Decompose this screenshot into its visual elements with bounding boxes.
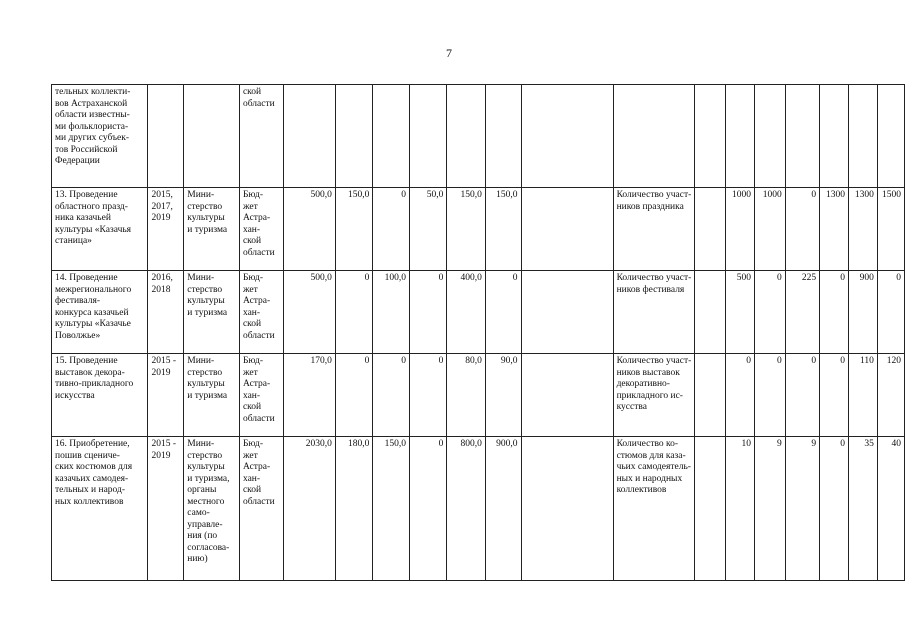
- funding-source-cell-line: жет: [242, 450, 258, 461]
- executor-cell-line: стерство: [187, 367, 223, 378]
- funding-source-cell-line: Астра-: [242, 379, 271, 389]
- indicator-cell-line: стюмов для каза-: [616, 450, 686, 461]
- funding-source-cell-line: Бюд-: [242, 190, 264, 200]
- event-name-cell: [52, 85, 148, 188]
- finance-value-cell: 150,0: [373, 437, 410, 581]
- executor-cell-line: культуры: [187, 462, 225, 472]
- indicator-value-cell: 9: [785, 437, 819, 581]
- executor-cell-line: ния (по: [187, 531, 218, 541]
- indicator-cell: [613, 354, 695, 437]
- event-name-cell-line: тельных коллекти-: [55, 87, 131, 97]
- event-name-cell-line: тивно-прикладного: [55, 379, 134, 389]
- indicator-cell-line: ников фестиваля: [616, 284, 685, 295]
- indicator-value-cell: 1000: [726, 188, 755, 271]
- indicator-value-cell: 225: [785, 271, 819, 354]
- blank-cell: [521, 437, 613, 581]
- funding-source-cell-line: хан-: [242, 307, 261, 318]
- executor-cell-line: и туризма: [187, 390, 228, 401]
- indicator-value-cell: 0: [785, 188, 819, 271]
- funding-source-cell-line: ской: [242, 402, 262, 412]
- executor-cell-line: стерство: [187, 284, 223, 295]
- event-name-cell-line: межрегионального: [55, 284, 132, 295]
- finance-value-cell: 0: [410, 437, 447, 581]
- funding-source-cell-line: области: [242, 330, 275, 341]
- indicator-cell-line: Количество участ-: [616, 273, 692, 283]
- table-row: [52, 271, 905, 354]
- blank-cell: [521, 188, 613, 271]
- indicator-cell-line: чьих самодеятель-: [616, 462, 691, 472]
- indicator-value-cell: [726, 85, 755, 188]
- finance-value-cell: 80,0: [447, 354, 486, 437]
- finance-value-cell: [283, 85, 335, 188]
- funding-source-cell-line: жет: [242, 201, 258, 212]
- years-cell: [148, 354, 184, 437]
- finance-value-cell: [410, 85, 447, 188]
- finance-value-cell: 0: [335, 271, 373, 354]
- event-name-cell-line: Поволжье»: [55, 330, 101, 341]
- funding-source-cell: [239, 271, 283, 354]
- event-name-cell-line: искусства: [55, 390, 95, 401]
- indicator-cell-line: прикладного ис-: [616, 390, 683, 401]
- years-cell-line: 2019: [151, 213, 171, 223]
- finance-value-cell: 180,0: [335, 437, 373, 581]
- funding-source-cell-line: области: [242, 247, 275, 258]
- executor-cell-line: нию): [187, 554, 208, 564]
- blank-cell: [521, 354, 613, 437]
- indicator-value-cell: 9: [755, 437, 786, 581]
- funding-source-cell-line: ской: [242, 236, 262, 246]
- indicator-cell-line: декоративно-: [616, 379, 670, 389]
- finance-value-cell: [447, 85, 486, 188]
- finance-value-cell: [373, 85, 410, 188]
- finance-value-cell: 2030,0: [283, 437, 335, 581]
- years-cell-line: 2018: [151, 284, 171, 295]
- executor-cell-line: само-: [187, 508, 210, 518]
- event-name-cell-line: тов Российской: [55, 144, 118, 155]
- executor-cell-line: Мини-: [187, 190, 215, 200]
- blank-cell: [521, 271, 613, 354]
- funding-source-cell-line: хан-: [242, 473, 261, 484]
- years-cell-line: 2019: [151, 450, 171, 461]
- funding-source-cell: [239, 354, 283, 437]
- funding-source-cell-line: Бюд-: [242, 273, 264, 283]
- executor-cell-line: культуры: [187, 379, 225, 389]
- funding-source-cell: [239, 437, 283, 581]
- event-name-cell-line: ми других субъек-: [55, 133, 130, 143]
- blank-cell: [695, 85, 726, 188]
- executor-cell: [184, 437, 240, 581]
- indicator-cell-line: ников праздника: [616, 201, 684, 212]
- executor-cell-line: управле-: [187, 519, 223, 530]
- indicator-value-cell: [785, 85, 819, 188]
- years-cell-line: 2015,: [151, 190, 173, 200]
- table-row: [52, 188, 905, 271]
- indicator-cell-line: кусства: [616, 402, 647, 412]
- funding-source-cell: [239, 85, 283, 188]
- event-name-cell-line: культуры «Казачья: [55, 224, 132, 235]
- indicator-cell-line: Количество участ-: [616, 190, 692, 200]
- years-cell: [148, 188, 184, 271]
- event-name-cell-line: области известны-: [55, 110, 130, 120]
- event-name-cell-line: ника казачьей: [55, 213, 111, 223]
- executor-cell: [184, 188, 240, 271]
- table-row: [52, 354, 905, 437]
- indicator-cell: [613, 271, 695, 354]
- years-cell-line: 2015 -: [151, 356, 177, 366]
- executor-cell-line: органы: [187, 485, 217, 495]
- indicator-value-cell: 1000: [755, 188, 786, 271]
- finance-value-cell: 0: [335, 354, 373, 437]
- executor-cell-line: культуры: [187, 296, 225, 306]
- event-name-cell-line: ских костюмов для: [55, 462, 133, 472]
- table-row: [52, 85, 905, 188]
- funding-source-cell-line: Бюд-: [242, 439, 264, 449]
- indicator-cell-line: ников выставок: [616, 367, 680, 378]
- funding-source-cell-line: области: [242, 413, 275, 424]
- event-name-cell-line: 13. Проведение: [55, 190, 118, 200]
- indicator-cell-line: Количество участ-: [616, 356, 692, 366]
- blank-cell: [521, 85, 613, 188]
- event-name-cell-line: областного празд-: [55, 201, 128, 212]
- indicator-value-cell: 0: [755, 354, 786, 437]
- indicator-value-cell: [877, 85, 904, 188]
- indicator-value-cell: 500: [726, 271, 755, 354]
- executor-cell-line: и туризма: [187, 224, 228, 235]
- funding-source-cell-line: ской: [242, 87, 262, 97]
- indicator-cell-line: коллективов: [616, 485, 667, 495]
- event-name-cell-line: выставок декора-: [55, 367, 125, 378]
- years-cell: [148, 271, 184, 354]
- executor-cell-line: Мини-: [187, 273, 215, 283]
- blank-cell: [695, 354, 726, 437]
- years-cell-line: 2019: [151, 367, 171, 378]
- finance-value-cell: 800,0: [447, 437, 486, 581]
- years-cell-line: 2017,: [151, 201, 173, 212]
- finance-value-cell: 0: [373, 354, 410, 437]
- event-name-cell-line: вов Астраханской: [55, 98, 128, 109]
- indicator-value-cell: 0: [785, 354, 819, 437]
- finance-value-cell: 0: [410, 271, 447, 354]
- event-name-cell-line: тельных и народ-: [55, 485, 126, 495]
- indicator-value-cell: 1300: [820, 188, 849, 271]
- indicator-value-cell: 10: [726, 437, 755, 581]
- finance-value-cell: 500,0: [283, 188, 335, 271]
- event-name-cell-line: 14. Проведение: [55, 273, 118, 283]
- finance-value-cell: 500,0: [283, 271, 335, 354]
- years-cell: [148, 85, 184, 188]
- indicator-cell: [613, 85, 695, 188]
- executor-cell-line: стерство: [187, 450, 223, 461]
- program-table: [51, 84, 905, 581]
- funding-source-cell-line: хан-: [242, 390, 261, 401]
- funding-source-cell-line: области: [242, 98, 275, 109]
- finance-value-cell: 400,0: [447, 271, 486, 354]
- indicator-value-cell: [820, 85, 849, 188]
- event-name-cell-line: казачьих самодея-: [55, 473, 129, 484]
- indicator-value-cell: 0: [755, 271, 786, 354]
- event-name-cell-line: 16. Приобретение,: [55, 439, 130, 449]
- executor-cell-line: и туризма,: [187, 473, 230, 484]
- executor-cell-line: стерство: [187, 201, 223, 212]
- event-name-cell-line: фестиваля-: [55, 296, 100, 306]
- indicator-cell-line: Количество ко-: [616, 439, 679, 449]
- table-row: [52, 437, 905, 581]
- executor-cell: [184, 85, 240, 188]
- indicator-value-cell: 0: [877, 271, 904, 354]
- finance-value-cell: 90,0: [485, 354, 521, 437]
- executor-cell: [184, 354, 240, 437]
- indicator-value-cell: 1300: [849, 188, 878, 271]
- funding-source-cell: [239, 188, 283, 271]
- years-cell: [148, 437, 184, 581]
- indicator-value-cell: 900: [849, 271, 878, 354]
- blank-cell: [695, 188, 726, 271]
- executor-cell-line: Мини-: [187, 356, 215, 366]
- finance-value-cell: [335, 85, 373, 188]
- event-name-cell-line: ных коллективов: [55, 496, 124, 507]
- blank-cell: [695, 437, 726, 581]
- event-name-cell: [52, 188, 148, 271]
- funding-source-cell-line: хан-: [242, 224, 261, 235]
- finance-value-cell: 150,0: [447, 188, 486, 271]
- event-name-cell-line: пошив сцениче-: [55, 450, 120, 461]
- indicator-value-cell: 40: [877, 437, 904, 581]
- event-name-cell-line: станица»: [55, 236, 92, 246]
- finance-value-cell: 100,0: [373, 271, 410, 354]
- indicator-value-cell: [849, 85, 878, 188]
- event-name-cell-line: культуры «Казачье: [55, 319, 131, 329]
- finance-value-cell: 0: [373, 188, 410, 271]
- indicator-cell: [613, 188, 695, 271]
- blank-cell: [695, 271, 726, 354]
- executor-cell-line: и туризма: [187, 307, 228, 318]
- funding-source-cell-line: Бюд-: [242, 356, 264, 366]
- indicator-value-cell: 0: [820, 437, 849, 581]
- funding-source-cell-line: Астра-: [242, 462, 271, 472]
- finance-value-cell: 50,0: [410, 188, 447, 271]
- executor-cell-line: Мини-: [187, 439, 215, 449]
- event-name-cell-line: ми фольклориста-: [55, 121, 129, 132]
- executor-cell-line: согласова-: [187, 542, 230, 553]
- finance-value-cell: 0: [410, 354, 447, 437]
- event-name-cell: [52, 271, 148, 354]
- indicator-value-cell: [755, 85, 786, 188]
- indicator-value-cell: 0: [820, 354, 849, 437]
- event-name-cell: [52, 354, 148, 437]
- finance-value-cell: 900,0: [485, 437, 521, 581]
- indicator-value-cell: 35: [849, 437, 878, 581]
- finance-value-cell: [485, 85, 521, 188]
- years-cell-line: 2016,: [151, 273, 173, 283]
- indicator-value-cell: 1500: [877, 188, 904, 271]
- executor-cell: [184, 271, 240, 354]
- finance-value-cell: 170,0: [283, 354, 335, 437]
- funding-source-cell-line: жет: [242, 284, 258, 295]
- finance-value-cell: 0: [485, 271, 521, 354]
- indicator-value-cell: 120: [877, 354, 904, 437]
- finance-value-cell: 150,0: [335, 188, 373, 271]
- funding-source-cell-line: Астра-: [242, 296, 271, 306]
- indicator-cell: [613, 437, 695, 581]
- indicator-value-cell: 110: [849, 354, 878, 437]
- funding-source-cell-line: Астра-: [242, 213, 271, 223]
- indicator-value-cell: 0: [726, 354, 755, 437]
- funding-source-cell-line: ской: [242, 485, 262, 495]
- indicator-value-cell: 0: [820, 271, 849, 354]
- executor-cell-line: культуры: [187, 213, 225, 223]
- event-name-cell-line: Федерации: [55, 156, 100, 166]
- finance-value-cell: 150,0: [485, 188, 521, 271]
- funding-source-cell-line: области: [242, 496, 275, 507]
- event-name-cell-line: конкурса казачьей: [55, 307, 129, 318]
- years-cell-line: 2015 -: [151, 439, 177, 449]
- executor-cell-line: местного: [187, 496, 225, 507]
- page-number: 7: [446, 46, 452, 60]
- event-name-cell-line: 15. Проведение: [55, 356, 118, 366]
- funding-source-cell-line: ской: [242, 319, 262, 329]
- event-name-cell: [52, 437, 148, 581]
- indicator-cell-line: ных и народных: [616, 473, 683, 484]
- funding-source-cell-line: жет: [242, 367, 258, 378]
